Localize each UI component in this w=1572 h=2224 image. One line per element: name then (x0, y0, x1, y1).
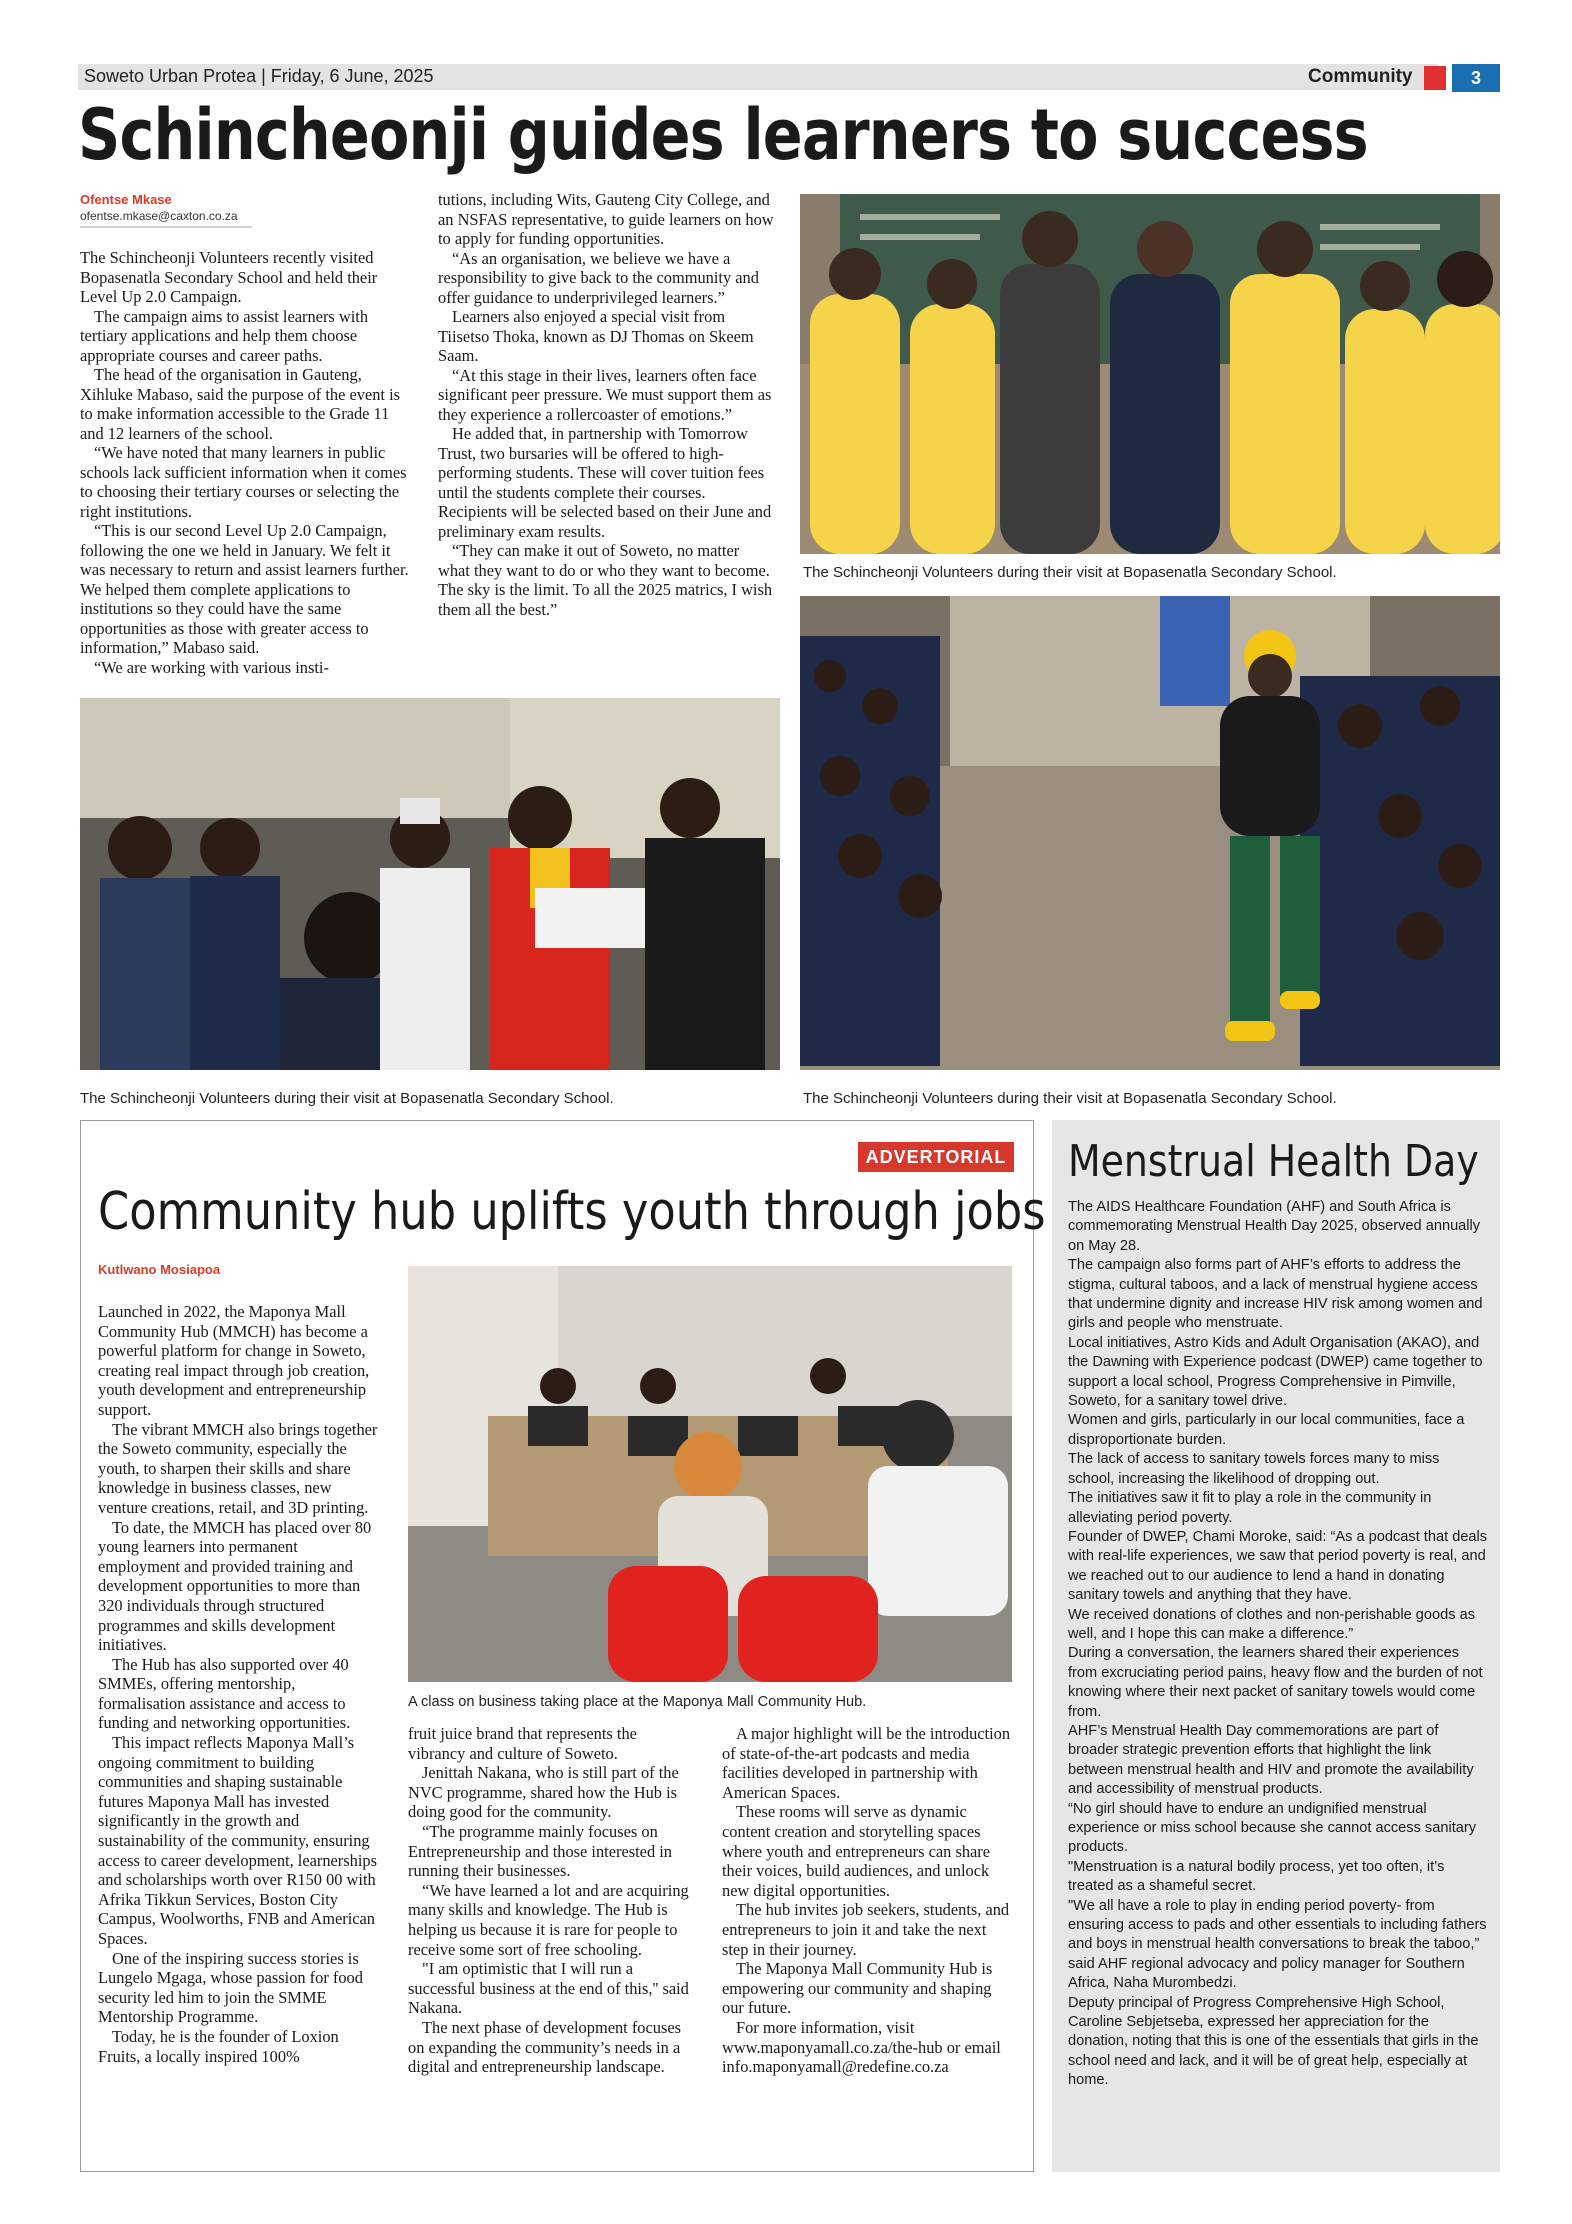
paragraph: Deputy principal of Progress Comprehensive High School, Caroline Sebjetseba, expressed her appreciation for the donation, noting that this is one of the essentials that girls in the school need and lack, and it will be of great help, especially at home. (1068, 1994, 1479, 2089)
paragraph: “We have learned a lot and are acquiring many skills and knowledge. The Hub is helping us because it is rare for people to receive some sort of free schooling. (408, 1880, 689, 1959)
photo-volunteers-group (800, 194, 1500, 554)
paragraph: The vibrant MMCH also brings together the Soweto community, especially the youth, to sharpen their skills and share knowledge in business classes, new venture creations, retail, and 3D printing. (98, 1419, 378, 1517)
paragraph: The campaign aims to assist learners with tertiary applications and help them choose appropriate courses and career paths. (80, 306, 369, 365)
paragraph: Jenittah Nakana, who is still part of the NVC programme, shared how the Hub is doing good for the community. (408, 1763, 679, 1822)
main-column-2 (438, 190, 774, 619)
section-marker (1424, 66, 1446, 90)
paragraph: The next phase of development focuses on expanding the community’s needs in a digital and entrepreneurship landscape. (408, 2017, 681, 2077)
caption-top-right: The Schincheonji Volunteers during their visit at Bopasenatla Secondary School. (803, 564, 1337, 581)
paragraph: The initiatives saw it fit to play a role in the community in alleviating period poverty. (1068, 1490, 1432, 1526)
paragraph: The head of the organisation in Gauteng, Xihluke Mabaso, said the purpose of the event is to make information accessible to the Grade 11 and 12 learners of the school. (80, 365, 401, 443)
paragraph: Launched in 2022, the Maponya Mall Community Hub (MMCH) has become a powerful platform for change in Soweto, creating real impact through job creation, youth development and entrepreneurship support. (98, 1302, 370, 1419)
advertorial-column-1 (98, 1302, 380, 2066)
paragraph: Today, he is the founder of Loxion Fruits, a locally inspired 100% (98, 2026, 339, 2066)
paragraph: This impact reflects Maponya Mall’s ongoing commitment to building communities and shaping sustainable futures Maponya Mall has invested significantly in the growth and sustainability of the community, ensuring access to career development, learnerships and scholarships worth over R150 00 with Afrika Tikkun Services, Boston City Campus, Woolworths, FNB and American Spaces. (98, 1733, 377, 1948)
photo-business-class (408, 1266, 1012, 1682)
section-label: Community (1308, 66, 1413, 87)
paragraph: During a conversation, the learners shared their experiences from excruciating period pains, heavy flow and the burden of not knowing where their next packet of sanitary towels would come from. (1068, 1645, 1483, 1720)
paragraph: “They can make it out of Soweto, no matter what they want to do or who they want to become. The sky is the limit. To all the 2025 matrics, I wish them all the best.” (438, 541, 773, 619)
paragraph: Women and girls, particularly in our local communities, face a disproportionate burden. (1068, 1412, 1465, 1448)
photo-learners-handout (80, 698, 780, 1070)
main-column-1 (80, 248, 416, 677)
paragraph: "Menstruation is a natural bodily process, yet too often, it’s treated as a shameful secret. (1068, 1858, 1445, 1895)
paragraph: To date, the MMCH has placed over 80 young learners into permanent employment and provided training and development opportunities to more than 320 individuals through structured programmes and skills development initiatives. (98, 1517, 372, 1655)
folio-publication-date: Soweto Urban Protea | Friday, 6 June, 2025 (84, 66, 434, 86)
advertorial-column-2 (408, 1724, 690, 2077)
advertorial-column-3 (722, 1724, 1012, 2077)
paragraph: AHF’s Menstrual Health Day commemorations are part of broader strategic prevention efforts that highlight the link between menstrual health and HIV and promote the availability and accessibility of menstrual products. (1068, 1722, 1474, 1798)
paragraph: tutions, including Wits, Gauteng City College, and an NSFAS representative, to guide learners on how to apply for funding opportunities. (438, 190, 774, 248)
paragraph: One of the inspiring success stories is Lungelo Mgaga, whose passion for food security led him to join the SMME Mentorship Programme. (98, 1948, 363, 2027)
page-number: 3 (1452, 64, 1500, 92)
main-byline-email: ofentse.mkase@caxton.co.za (80, 209, 238, 223)
paragraph: The AIDS Healthcare Foundation (AHF) and South Africa is commemorating Menstrual Health Day 2025, observed annually on May 28. (1068, 1199, 1481, 1254)
paragraph: "I am optimistic that I will run a successful business at the end of this,'' said Nakana. (408, 1959, 689, 2018)
advertorial-photo-caption: A class on business taking place at the Maponya Mall Community Hub. (408, 1694, 867, 1710)
photo-volunteers-group-illustration (800, 194, 1500, 554)
paragraph: “We are working with various insti- (94, 657, 329, 677)
paragraph: “This is our second Level Up 2.0 Campaign, following the one we held in January. We felt it was necessary to return and assist learners further. We helped them complete applications to institutions so they could have the same opportunities as those with greater access to information,” Mabaso said. (80, 521, 409, 657)
caption-bottom-right: The Schincheonji Volunteers during their visit at Bopasenatla Secondary School. (803, 1090, 1337, 1107)
advertorial-headline: Community hub uplifts youth through jobs (98, 1182, 1046, 1242)
paragraph: A major highlight will be the introduction of state-of-the-art podcasts and media facilities developed in partnership with American Spaces. (722, 1724, 1011, 1802)
photo-dj-thomas-hall (800, 596, 1500, 1070)
sidebar-headline: Menstrual Health Day (1068, 1136, 1479, 1187)
photo-business-class-illustration (408, 1266, 1012, 1682)
paragraph: The Schincheonji Volunteers recently visited Bopasenatla Secondary School and held their Level Up 2.0 Campaign. (80, 248, 378, 306)
paragraph: “As an organisation, we believe we have a responsibility to give back to the community and offer guidance to underprivileged learners.” (438, 248, 759, 307)
paragraph: “At this stage in their lives, learners often face significant peer pressure. We must support them as they experience a rollercoaster of emotions.” (438, 365, 772, 424)
paragraph: The campaign also forms part of AHF’s efforts to address the stigma, cultural taboos, and a lack of menstrual hygiene access that undermine dignity and increase HIV risk among women and girls and people who menstruate. (1068, 1257, 1483, 1332)
byline-rule (80, 226, 252, 228)
paragraph: “No girl should have to endure an undignified menstrual experience or miss school because she cannot access sanitary products. (1068, 1800, 1477, 1856)
paragraph: The Maponya Mall Community Hub is empowering our community and shaping our future. (722, 1959, 993, 2018)
paragraph: The Hub has also supported over 40 SMMEs, offering mentorship, formalisation assistance and access to funding and networking opportunities. (98, 1654, 351, 1733)
advertorial-byline: Kutlwano Mosiapoa (98, 1262, 221, 1277)
paragraph: Local initiatives, Astro Kids and Adult Organisation (AKAO), and the Dawning with Experience podcast (DWEP) came together to support a local school, Progress Comprehensive in Pimville, Soweto, for a sanitary towel drive. (1068, 1334, 1483, 1410)
photo-learners-handout-illustration (80, 698, 780, 1070)
photo-dj-thomas-hall-illustration (800, 596, 1500, 1070)
paragraph: He added that, in partnership with Tomorrow Trust, two bursaries will be offered to high-performing students. These will cover tuition fees until the students complete their courses. Recipients will be selected based on their June and preliminary exam results. (438, 424, 772, 541)
main-headline: Schincheonji guides learners to success (78, 94, 1368, 176)
caption-bottom-left: The Schincheonji Volunteers during their visit at Bopasenatla Secondary School. (80, 1090, 614, 1107)
paragraph: “We have noted that many learners in public schools lack sufficient information when it comes to choosing their tertiary courses or selecting the right institutions. (80, 443, 407, 521)
paragraph: Learners also enjoyed a special visit from Tiisetso Thoka, known as DJ Thomas on Skeem Saam. (438, 307, 754, 365)
paragraph: The lack of access to sanitary towels forces many to miss school, increasing the likelihood of dropping out. (1068, 1451, 1440, 1487)
paragraph: fruit juice brand that represents the vibrancy and culture of Soweto. (408, 1724, 637, 1763)
sidebar-body (1068, 1198, 1488, 2091)
paragraph: For more information, visit www.maponyamall.co.za/the-hub or email info.maponyamall@redefine.co.za (722, 2017, 1001, 2077)
paragraph: We received donations of clothes and non-perishable goods as well, and I hope this can make a difference.” (1068, 1606, 1476, 1642)
paragraph: These rooms will serve as dynamic content creation and storytelling spaces where youth and entrepreneurs can share their voices, build audiences, and unlock new digital opportunities. (722, 1802, 991, 1900)
paragraph: "We all have a role to play in ending period poverty- from ensuring access to pads and other essentials to including fathers and boys in menstrual health conversations to break the taboo,” said AHF regional advocacy and policy manager for Southern Africa, Naha Murombedzi. (1068, 1897, 1487, 1992)
main-byline-author: Ofentse Mkase (80, 192, 172, 207)
advertorial-badge: ADVERTORIAL (858, 1142, 1014, 1172)
paragraph: “The programme mainly focuses on Entrepreneurship and those interested in running their businesses. (408, 1821, 672, 1881)
paragraph: Founder of DWEP, Chami Moroke, said: “As a podcast that deals with real-life experiences, we saw that period poverty is real, and we reached out to our audience to lend a hand in donating sanitary towels and anything that they have. (1068, 1528, 1488, 1604)
paragraph: The hub invites job seekers, students, and entrepreneurs to join it and take the next step in their journey. (722, 1900, 1010, 1959)
